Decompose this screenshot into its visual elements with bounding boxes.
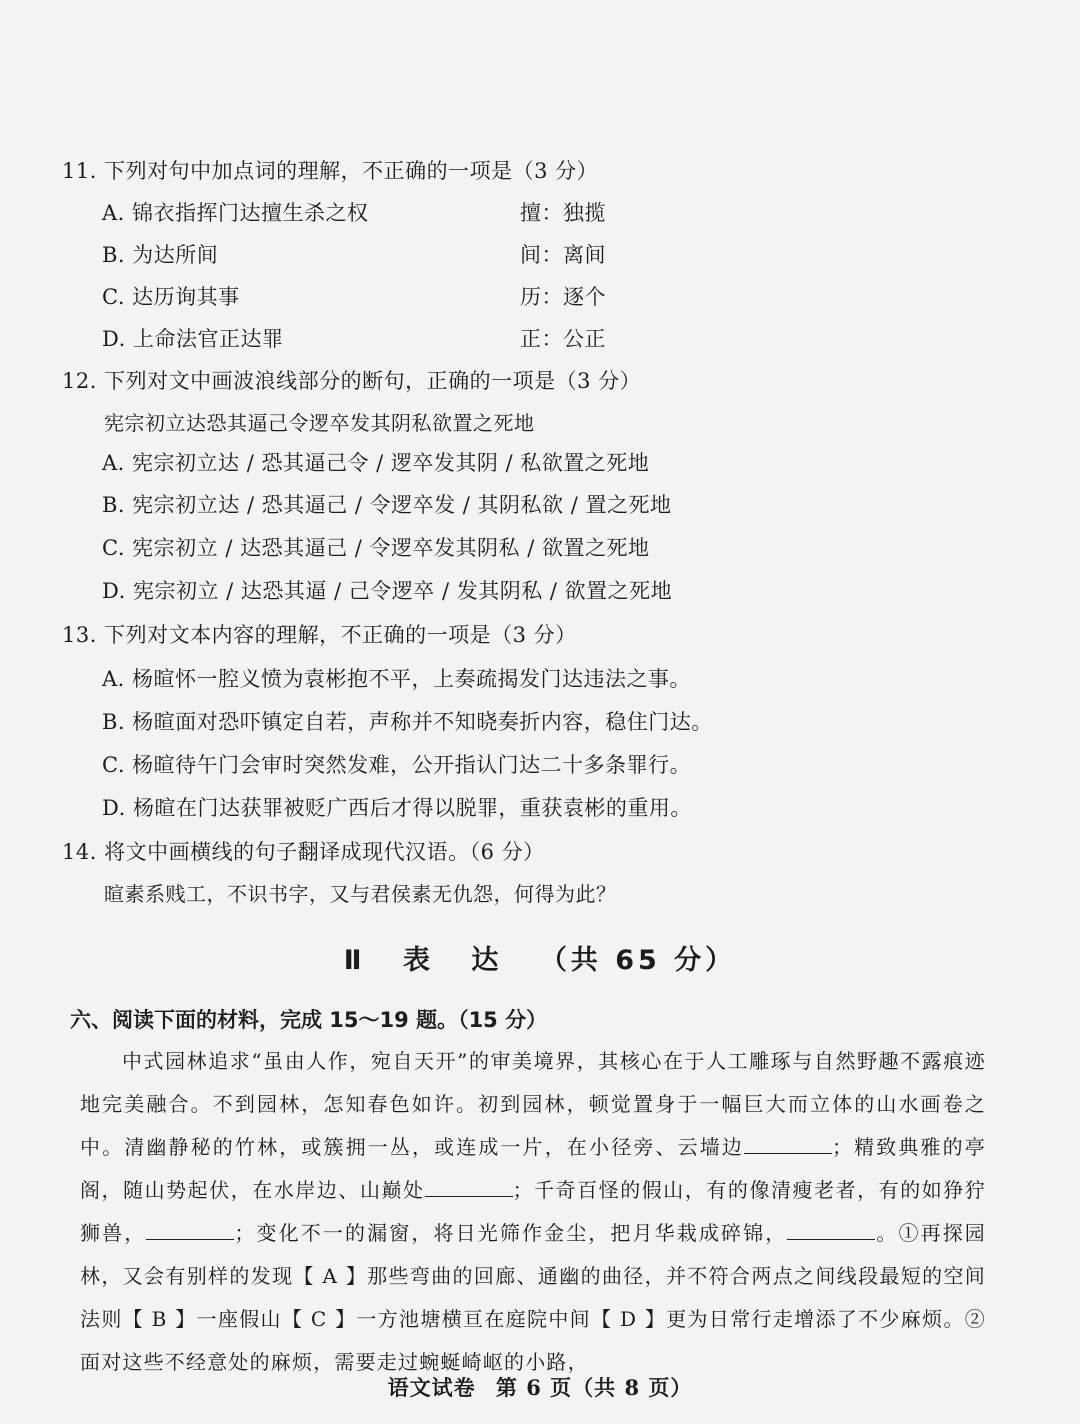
blank-4 — [787, 1221, 875, 1240]
passage-part-4: ；变化不一的漏窗，将日光筛作金尘，把月华栽成碎锦， — [234, 1221, 788, 1245]
blank-3 — [146, 1221, 234, 1240]
section-2-title-a: 表 — [403, 945, 434, 976]
q12-option-c: C. 宪宗初立 / 达恐其逼己 / 令逻卒发其阴私 / 欲置之死地 — [102, 536, 650, 560]
q13-option-c: C. 杨暄待午门会审时突然发难，公开指认门达二十多条罪行。 — [102, 753, 692, 777]
blank-1 — [744, 1135, 832, 1154]
footer-page-number: 第 6 页（共 8 页） — [495, 1375, 693, 1400]
q11-answer-d: 正：公正 — [520, 327, 606, 351]
section-6-heading: 六、阅读下面的材料，完成 15～19 题。（15 分） — [70, 1008, 548, 1032]
q13-option-b: B. 杨暄面对恐吓镇定自若，声称并不知晓奏折内容，稳住门达。 — [102, 710, 713, 734]
q11-option-c: C. 达历询其事 — [102, 285, 240, 309]
passage-part-1: 中式园林追求“虽由人作，宛自天开”的审美境界，其核心在于人工雕琢与自然野趣不露痕迹地完美融合。不到园林，怎知春色如许。初到园林，顿觉置身于一幅巨大而立体的山水画卷之中。清幽静秘的竹林，或簇拥一丛，或连成一片，在小径旁、云墙边 — [80, 1049, 986, 1159]
q13-option-d: D. 杨暄在门达获罪被贬广西后才得以脱罪，重获袁彬的重用。 — [102, 796, 692, 820]
q12-option-b: B. 宪宗初立达 / 恐其逼己 / 令逻卒发 / 其阴私欲 / 置之死地 — [102, 493, 672, 517]
reading-passage — [80, 1040, 986, 1384]
q11-stem: 11. 下列对句中加点词的理解，不正确的一项是（3 分） — [62, 159, 599, 183]
passage-part-3: ；千奇百怪的假山，有的像清瘦老者，有的如狰狞狮兽， — [80, 1178, 986, 1245]
q14-stem: 14. 将文中画横线的句子翻译成现代汉语。（6 分） — [62, 840, 545, 864]
section-2-score: （共 65 分） — [539, 945, 737, 976]
q11-answer-a: 擅：独揽 — [520, 201, 606, 225]
q12-option-d: D. 宪宗初立 / 达恐其逼 / 己令逻卒 / 发其阴私 / 欲置之死地 — [102, 579, 673, 603]
q11-answer-b: 间：离间 — [520, 243, 606, 267]
page-footer — [0, 1372, 1080, 1402]
q13-option-a: A. 杨暄怀一腔义愤为袁彬抱不平，上奏疏揭发门达违法之事。 — [102, 667, 692, 691]
section-2-numeral: Ⅱ — [343, 945, 366, 976]
passage-part-5: 。①再探园林，又会有别样的发现【 A 】那些弯曲的回廊、通幽的曲径，并不符合两点之间线段最短的空间法则【 B 】一座假山【 C 】一方池塘横亘在庭院中间【 D 】更为日常行走增添了不少麻烦。②面对这些不经意处的麻烦，需要走过蜿蜒崎岖的小路， — [80, 1221, 987, 1374]
section-2-title — [0, 938, 1080, 977]
q11-option-d: D. 上命法官正达罪 — [102, 327, 284, 351]
q12-stem: 12. 下列对文中画波浪线部分的断句，正确的一项是（3 分） — [62, 369, 642, 393]
q11-option-a: A. 锦衣指挥门达擅生杀之权 — [102, 201, 369, 225]
section-2-title-b: 达 — [471, 945, 503, 976]
footer-subject: 语文试卷 — [387, 1375, 476, 1400]
q14-quote: 暄素系贱工，不识书字，又与君侯素无仇怨，何得为此？ — [104, 882, 617, 906]
q12-quote: 宪宗初立达恐其逼己令逻卒发其阴私欲置之死地 — [104, 411, 535, 435]
passage-part-2: ；精致典雅的亭阁，随山势起伏，在水岸边、山巅处 — [80, 1135, 986, 1202]
q11-option-b: B. 为达所间 — [102, 243, 219, 267]
q13-stem: 13. 下列对文本内容的理解，不正确的一项是（3 分） — [62, 623, 577, 647]
q11-answer-c: 历：逐个 — [520, 285, 606, 309]
q12-option-a: A. 宪宗初立达 / 恐其逼己令 / 逻卒发其阴 / 私欲置之死地 — [102, 451, 650, 475]
blank-2 — [425, 1178, 513, 1197]
